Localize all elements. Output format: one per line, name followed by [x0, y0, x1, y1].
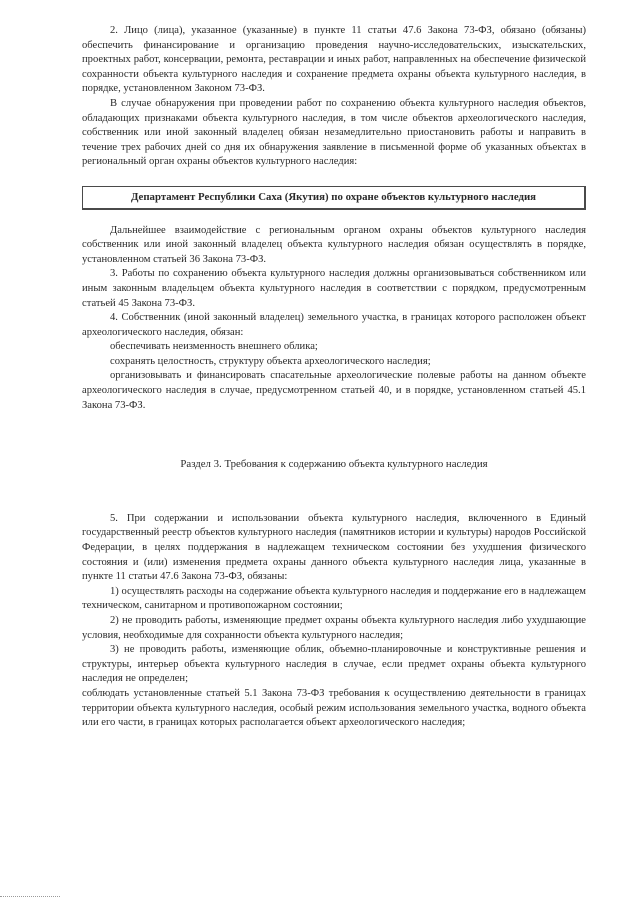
authority-name-box: Департамент Республики Саха (Якутия) по охране объектов культурного наследия	[82, 186, 586, 210]
paragraph-discovery: В случае обнаружения при проведении работ по сохранению объекта культурного наследия объектов, обладающих признаками объекта культурного наследия, в том числе объектов археологического наследия, собственник или иной законный владелец обязан незамедлительно приостановить работы и направить в течение трех рабочих дней со дня их обнаружения заявление в письменной форме об указанных объектах в региональный орган охраны объектов культурного наследия:	[82, 97, 586, 168]
paragraph-3: 3. Работы по сохранению объекта культурного наследия должны организовываться собственником или иным законным владельцем объекта культурного наследия в соответствии с порядком, предусмотренным статьей 45 Закона 73-ФЗ.	[82, 268, 586, 309]
paragraph-2: 2. Лицо (лица), указанное (указанные) в пункте 11 статьи 47.6 Закона 73-ФЗ, обязано (обязаны) обеспечить финансирование и организацию проведения научно-исследовательских, изыскательских, проектных работ, консервации, ремонта, реставрации и иных работ, направленных на обеспечение физической сохранности объекта культурного наследия и сохранение предмета охраны объекта культурного наследия, в порядке, установленном Законом 73-ФЗ.	[82, 25, 586, 95]
list-item-rescue-works: организовывать и финансировать спасательные археологические полевые работы на данном объекте археологического наследия в случае, предусмотренном статьей 40, и в порядке, установленном статьей 45.1 Закона 73-ФЗ.	[82, 370, 586, 411]
list-item-integrity: сохранять целостность, структуру объекта археологического наследия;	[110, 355, 431, 367]
paragraph-interaction: Дальнейшее взаимодействие с региональным органом охраны объектов культурного наследия собственник или иной законный владелец объекта культурного наследия обязан осуществлять в порядке, установленном статьей 36 Закона 73-ФЗ.	[82, 224, 586, 265]
document-page	[82, 24, 586, 731]
list-item-1: 1) осуществлять расходы на содержание объекта культурного наследия и поддержание его в надлежащем техническом, санитарном и противопожарном состоянии;	[82, 585, 586, 612]
list-item-2: 2) не проводить работы, изменяющие предмет охраны объекта культурного наследия либо ухудшающие условия, необходимые для сохранности объекта культурного наследия;	[82, 615, 586, 641]
list-item-territory: соблюдать установленные статьей 5.1 Закона 73-ФЗ требования к осуществлению деятельности в границах территории объекта культурного наследия, особый режим использования земельного участка, водного объекта или его части, в границах которых располагается объект археологического наследия;	[82, 687, 586, 729]
section-title: Раздел 3. Требования к содержанию объекта культурного наследия	[180, 458, 488, 471]
paragraph-5: 5. При содержании и использовании объекта культурного наследия, включенного в Единый государственный реестр объектов культурного наследия (памятников истории и культуры) народов Российской Федерации, в целях поддержания в надлежащем техническом состоянии без ухудшения физического состояния и (или) изменения предмета охраны данного объекта культурного наследия лица, указанные в пункте 11 статьи 47.6 Закона 73-ФЗ, обязаны:	[82, 512, 586, 583]
paragraph-4: 4. Собственник (иной законный владелец) земельного участка, в границах которого расположен объект археологического наследия, обязан:	[82, 312, 586, 338]
list-item-3: 3) не проводить работы, изменяющие облик, объемно-планировочные и конструктивные решения и структуры, интерьер объекта культурного наследия в случае, если предмет охраны объекта культурного наследия не определен;	[82, 644, 586, 685]
list-item-appearance: обеспечивать неизменность внешнего облика;	[110, 341, 318, 353]
scan-edge-dots	[0, 896, 60, 897]
